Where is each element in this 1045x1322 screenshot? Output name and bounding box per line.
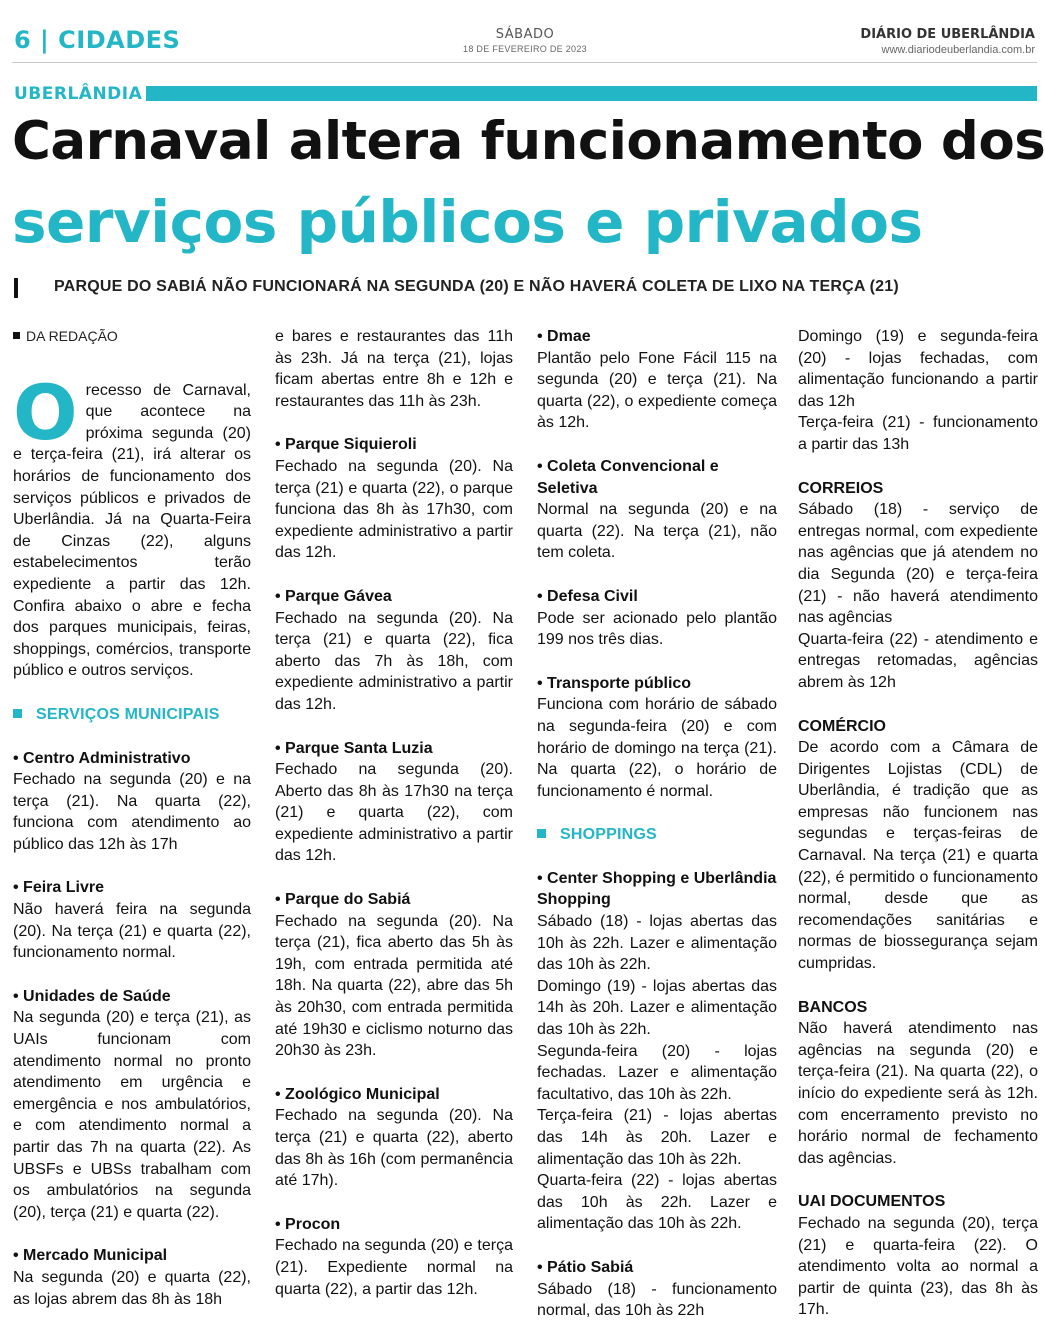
- item-text-bancos: Não haverá atendimento nas agências na segunda (20) e terça-feira (21). Na quarta (22), o início do expediente será às 12h. com encerramento previsto no horário normal de fechamento das agências.: [798, 1020, 1038, 1167]
- section-heading-municipal: [13, 704, 251, 726]
- column-4: [798, 326, 1038, 1321]
- lead-paragraph: [13, 367, 251, 682]
- section-heading-shoppings: [537, 824, 777, 846]
- item-title-centro-administrativo: • Centro Administrativo: [13, 749, 191, 767]
- page-header: [0, 0, 1045, 62]
- item-text-parque-gavea: Fechado na segunda (20). Na terça (21) e quarta (22), fica aberto das 7h às 18h, com expediente administrativo a partir das 12h.: [275, 609, 513, 713]
- subheadline-bar: [14, 278, 18, 298]
- section-heading-text: SHOPPINGS: [560, 826, 657, 844]
- item-text-patio-sabia: Sábado (18) - funcionamento normal, das 10h às 22h: [537, 1280, 777, 1320]
- header-divider: [12, 62, 1037, 63]
- subheadline-text: PARQUE DO SABIÁ NÃO FUNCIONARÁ NA SEGUNDA (20) E NÃO HAVERÁ COLETA DE LIXO NA TERÇA (21): [54, 278, 899, 295]
- edition-date: [430, 27, 620, 54]
- item-text-center-shopping-terca: Terça-feira (21) - lojas abertas das 14h às 20h. Lazer e alimentação das 10h às 22h.: [537, 1107, 777, 1168]
- article-kicker: UBERLÂNDIA: [14, 84, 143, 104]
- item-title-bancos: BANCOS: [798, 998, 868, 1016]
- item-title-uai-documentos: UAI DOCUMENTOS: [798, 1193, 946, 1211]
- headline-line-2: serviços públicos e privados: [12, 188, 923, 256]
- lead-text: recesso de Carnaval, que acontece na próxima segunda (20) e terça-feira (21), irá alterar os horários de funcionamento dos serviços públicos e privados de Uberlândia. Já na Quarta-Feira de Cinzas (22), alguns estabelecimentos terão expediente a partir das 12h. Confira abaixo o abre e fecha dos parques municipais, feiras, shoppings, comércios, transporte público e outros serviços.: [13, 381, 251, 680]
- item-title-parque-santa-luzia: • Parque Santa Luzia: [275, 739, 433, 757]
- item-text-centro-administrativo: Fechado na segunda (20) e na terça (21). Na quarta (22), funciona com atendimento ao público das 12h às 17h: [13, 771, 251, 853]
- item-text-dmae: Plantão pelo Fone Fácil 115 na segunda (20) e terça (21). Na quarta (22), o expediente começa às 12h.: [537, 349, 777, 432]
- item-text-center-shopping-sabado: Sábado (18) - lojas abertas das 10h às 22h. Lazer e alimentação das 10h às 22h.: [537, 913, 777, 974]
- newspaper-name: DIÁRIO DE UBERLÂNDIA: [860, 27, 1035, 42]
- item-text-parque-santa-luzia: Fechado na segunda (20). Aberto das 8h às 17h30 na terça (21) e quarta (22), com expediente administrativo a partir das 12h.: [275, 761, 513, 865]
- item-title-correios: CORREIOS: [798, 479, 884, 497]
- item-text-center-shopping-domingo: Domingo (19) - lojas abertas das 14h às 20h. Lazer e alimentação das 10h às 22h.: [537, 977, 777, 1039]
- item-text-comercio: De acordo com a Câmara de Dirigentes Lojistas (CDL) de Uberlândia, é tradição que as empresas não funcionem nas segundas e terças-feiras de Carnaval. Na terça (21) e quarta (22), é permitido o funcionamento normal, desde que as recomendações sanitárias e normas de biossegurança sejam cumpridas.: [798, 739, 1038, 973]
- item-title-parque-gavea: • Parque Gávea: [275, 587, 392, 605]
- item-text-transporte: Funciona com horário de sábado na segunda-feira (20) e com horário de domingo na terça (21). Na quarta (22), o horário de funcionamento é normal.: [537, 696, 777, 800]
- item-text-parque-sabia: Fechado na segunda (20). Na terça (21), fica aberto das 5h às 19h, com entrada permitida até 18h. Na quarta (22), abre das 5h às 20h30, com entrada permitida até 19h30 e ciclismo noturno das 20h30 às 23h.: [275, 912, 513, 1060]
- item-title-parque-sabia: • Parque do Sabiá: [275, 891, 411, 909]
- kicker-bar: [146, 86, 1037, 101]
- item-title-transporte: • Transporte público: [537, 674, 692, 692]
- drop-cap: O: [13, 367, 78, 457]
- item-text-mercado-municipal: Na segunda (20) e quarta (22), as lojas abrem das 8h às 18h: [13, 1268, 251, 1308]
- item-title-mercado-municipal: • Mercado Municipal: [13, 1247, 168, 1265]
- item-text-patio-sabia-domingo: Domingo (19) e segunda-feira (20) - lojas fechadas, com alimentação funcionando a partir das 12h: [798, 328, 1038, 410]
- item-text-zoologico: Fechado na segunda (20). Na terça (21) e quarta (22), aberto das 8h às 16h (com permanência até 17h).: [275, 1107, 513, 1190]
- page-section-label: 6 | CIDADES: [14, 26, 181, 54]
- item-title-feira-livre: • Feira Livre: [13, 879, 104, 897]
- byline: [13, 326, 251, 348]
- section-heading-text: SERVIÇOS MUNICIPAIS: [36, 705, 220, 723]
- item-text-center-shopping-segunda: Segunda-feira (20) - lojas fechadas. Lazer e alimentação facultativo, das 10h às 22h.: [537, 1042, 777, 1103]
- byline-text: DA REDAÇÃO: [26, 328, 118, 344]
- item-text-feira-livre: Não haverá feira na segunda (20). Na terça (21) e quarta (22), funcionamento normal.: [13, 901, 251, 962]
- item-text-patio-sabia-terca: Terça-feira (21) - funcionamento a partir das 13h: [798, 414, 1038, 453]
- item-text-uai-documentos: Fechado na segunda (20), terça (21) e quarta-feira (22). O atendimento volta ao normal a partir de quinta (23), das 8h às 17h.: [798, 1214, 1038, 1319]
- item-text-correios: Sábado (18) - serviço de entregas normal, com expediente nas agências que já atendem no dia Segunda (20) e terça-feira (21) - não haverá atendimento nas agências: [798, 501, 1038, 627]
- item-text-correios-quarta: Quarta-feira (22) - atendimento e entregas retomadas, agências abrem às 12h: [798, 630, 1038, 691]
- column-2: [275, 326, 513, 1300]
- item-title-defesa-civil: • Defesa Civil: [537, 587, 638, 605]
- item-title-center-shopping: • Center Shopping e Uberlândia Shopping: [537, 869, 777, 909]
- column-3: [537, 326, 777, 1322]
- item-text-procon: Fechado na segunda (20) e terça (21). Expediente normal na quarta (22), a partir das 12h.: [275, 1237, 513, 1298]
- item-title-procon: • Procon: [275, 1215, 341, 1233]
- item-text-coleta: Normal na segunda (20) e na quarta (22). Na terça (21), não tem coleta.: [537, 501, 777, 562]
- masthead: [860, 27, 1035, 56]
- item-title-parque-siquieroli: • Parque Siquieroli: [275, 436, 417, 454]
- item-title-patio-sabia: • Pátio Sabiá: [537, 1258, 634, 1276]
- column-1: [13, 326, 251, 1310]
- item-title-comercio: COMÉRCIO: [798, 717, 886, 735]
- square-bullet-icon: [13, 709, 22, 718]
- newspaper-url: www.diariodeuberlandia.com.br: [881, 44, 1035, 56]
- item-text-defesa-civil: Pode ser acionado pelo plantão 199 nos três dias.: [537, 609, 777, 649]
- subheadline: [14, 276, 1039, 300]
- square-bullet-icon: [13, 332, 20, 339]
- item-text-unidades-saude: Na segunda (20) e terça (21), as UAIs funcionam com atendimento normal no pronto atendimento em urgência e emergência e nos ambulatórios, e com atendimento normal a partir das 7h na quarta (22). As UBSFs e UBSs trabalham com os ambulatórios na segunda (20), terça (21) e quarta (22).: [13, 1009, 251, 1221]
- edition-full-date: 18 DE FEVEREIRO DE 2023: [463, 44, 587, 54]
- headline-line-1: Carnaval altera funcionamento dos: [12, 111, 1045, 172]
- item-title-zoologico: • Zoológico Municipal: [275, 1085, 440, 1103]
- item-title-dmae: • Dmae: [537, 328, 591, 345]
- item-text-mercado-municipal-continued: e bares e restaurantes das 11h às 23h. Já na terça (21), lojas ficam abertas entre 8h e 12h e restaurantes das 11h às 23h.: [275, 328, 513, 410]
- item-title-unidades-saude: • Unidades de Saúde: [13, 987, 171, 1005]
- edition-day: SÁBADO: [495, 27, 555, 42]
- item-text-center-shopping-quarta: Quarta-feira (22) - lojas abertas das 10h às 22h. Lazer e alimentação das 10h às 22h.: [537, 1172, 777, 1233]
- square-bullet-icon: [537, 829, 546, 838]
- item-title-coleta: • Coleta Convencional e Seletiva: [537, 457, 719, 497]
- item-text-parque-siquieroli: Fechado na segunda (20). Na terça (21) e quarta (22), o parque funciona das 8h às 17h30, com expediente administrativo a partir das 12h.: [275, 457, 513, 562]
